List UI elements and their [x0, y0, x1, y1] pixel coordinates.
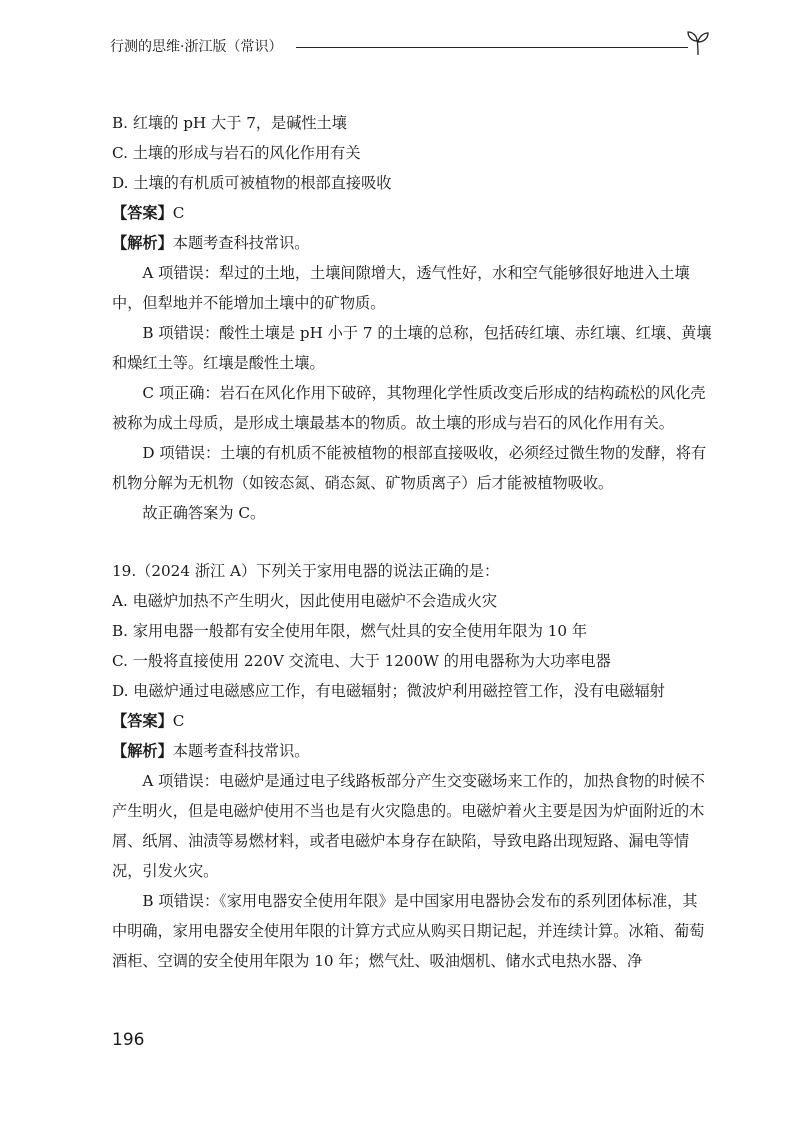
q18-analysis-intro: 本题考查科技常识。	[172, 234, 310, 252]
q19-option-c: C. 一般将直接使用 220V 交流电、大于 1200W 的用电器称为大功率电器	[112, 652, 611, 670]
q18-explain-b: B 项错误：酸性土壤是 pH 小于 7 的土壤的总称，包括砖红壤、赤红壤、红壤、黄壤和燥红土等。红壤是酸性土壤。	[112, 324, 712, 372]
q18-answer-value: C	[172, 204, 185, 222]
q19-explain-b: B 项错误：《家用电器安全使用年限》是中国家用电器协会发布的系列团体标准，其中明确，家用电器安全使用年限的计算方式应从购买日期记起，并连续计算。冰箱、葡萄酒柜、空调的安全使用年限为 10 年；燃气灶、吸油烟机、储水式电热水器、净	[112, 892, 705, 970]
q19-answer-value: C	[172, 712, 185, 730]
q18-analysis	[112, 228, 712, 258]
q18-option-c: C. 土壤的形成与岩石的风化作用有关	[112, 144, 361, 162]
q18-option-d: D. 土壤的有机质可被植物的根部直接吸收	[112, 174, 392, 192]
page-number: 196	[112, 1030, 145, 1050]
q19-analysis-intro: 本题考查科技常识。	[172, 742, 310, 760]
q19-answer-label: 【答案】	[112, 712, 173, 730]
q19-explain-a: A 项错误：电磁炉是通过电子线路板部分产生交变磁场来工作的，加热食物的时候不产生明火，但是电磁炉使用不当也是有火灾隐患的。电磁炉着火主要是因为炉面附近的木屑、纸屑、油渍等易燃材料，或者电磁炉本身存在缺陷，导致电路出现短路、漏电等情况，引发火灾。	[112, 772, 705, 880]
q18-explain-c: C 项正确：岩石在风化作用下破碎，其物理化学性质改变后形成的结构疏松的风化壳被称为成土母质，是形成土壤最基本的物质。故土壤的形成与岩石的风化作用有关。	[112, 384, 706, 432]
header-rule	[296, 47, 688, 48]
q18-answer	[112, 198, 712, 228]
q18-explain-a: A 项错误：犁过的土地，土壤间隙增大，透气性好，水和空气能够很好地进入土壤中，但犁地并不能增加土壤中的矿物质。	[112, 264, 690, 312]
q19-option-a: A. 电磁炉加热不产生明火，因此使用电磁炉不会造成火灾	[112, 592, 498, 610]
q19-answer	[112, 706, 712, 736]
page-body	[112, 108, 712, 976]
header-title: 行测的思维·浙江版（常识）	[110, 39, 283, 55]
q19-option-b: B. 家用电器一般都有安全使用年限，燃气灶具的安全使用年限为 10 年	[112, 622, 588, 640]
q18-answer-label: 【答案】	[112, 204, 173, 222]
q18-option-b: B. 红壤的 pH 大于 7，是碱性土壤	[112, 114, 347, 132]
running-header	[110, 36, 710, 60]
q18-explain-d: D 项错误：土壤的有机质不能被植物的根部直接吸收，必须经过微生物的发酵，将有机物分解为无机物（如铵态氮、硝态氮、矿物质离子）后才能被植物吸收。	[112, 444, 707, 492]
q18-conclusion: 故正确答案为 C。	[142, 504, 266, 522]
sprout-icon	[686, 30, 710, 56]
q19-stem: 19.（2024 浙江 A）下列关于家用电器的说法正确的是：	[112, 562, 500, 580]
q19-analysis-label: 【解析】	[112, 742, 173, 760]
q19-analysis	[112, 736, 712, 766]
q18-analysis-label: 【解析】	[112, 234, 173, 252]
q19-option-d: D. 电磁炉通过电磁感应工作，有电磁辐射；微波炉利用磁控管工作，没有电磁辐射	[112, 682, 665, 700]
question-gap	[112, 528, 712, 556]
